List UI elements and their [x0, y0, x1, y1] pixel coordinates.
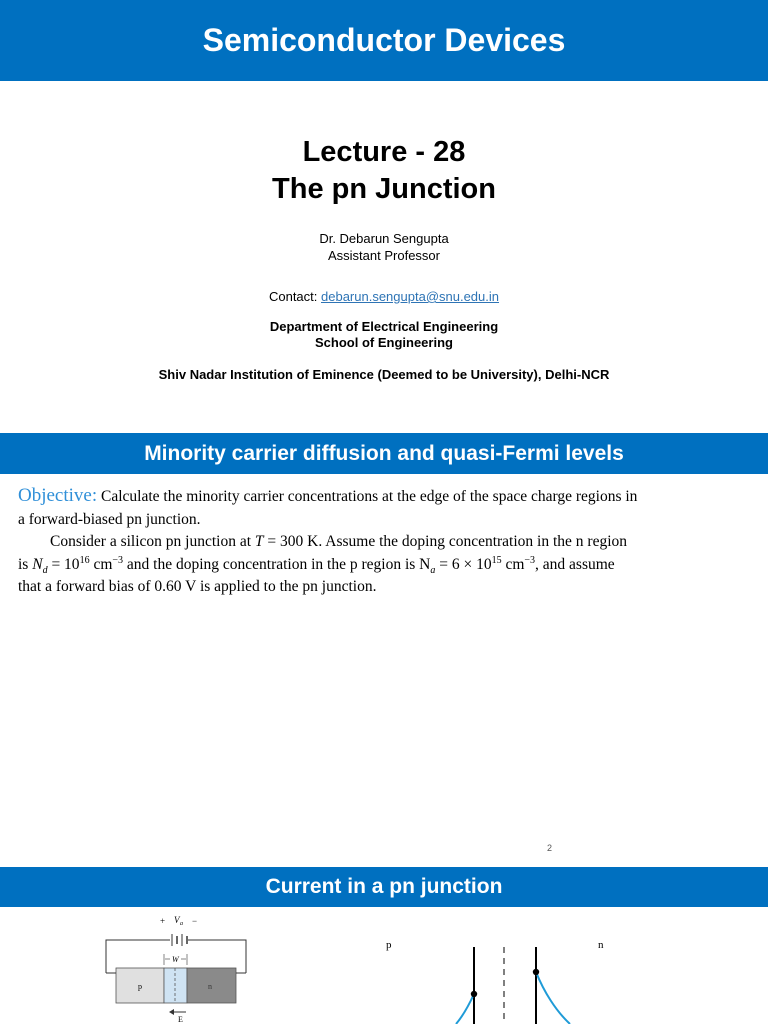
lecture-heading	[0, 134, 768, 208]
page-number: 2	[547, 843, 553, 853]
na-subscript: a	[430, 564, 436, 576]
pn-junction-figures	[0, 907, 768, 1024]
section-title-current: Current in a pn junction	[265, 875, 503, 898]
problem-text-e: = 6 × 10	[435, 555, 492, 573]
section-banner-minority	[0, 433, 768, 474]
author-name: Dr. Debarun Sengupta	[319, 231, 449, 246]
objective-text: Calculate the minority carrier concentrations at the edge of the space charge regions in a forward-biased pn junction.	[18, 488, 638, 528]
unit-cm-1: cm	[89, 555, 113, 573]
p-label: p	[138, 982, 142, 991]
lecture-number: Lecture - 28	[302, 136, 466, 168]
contact-label: Contact:	[268, 289, 321, 304]
objective-label: Objective:	[18, 485, 98, 506]
edge-point-p	[471, 991, 477, 997]
title-banner	[0, 0, 768, 81]
edge-point-n	[533, 969, 539, 975]
problem-text-f: , and assume that a forward bias of 0.60 V is applied to the pn junction.	[18, 555, 615, 595]
institution-name: Shiv Nadar Institution of Eminence (Deemed to be University), Delhi-NCR	[158, 367, 610, 382]
problem-paragraph	[18, 531, 638, 599]
problem-statement	[18, 485, 638, 599]
va-subscript: a	[180, 921, 183, 927]
plus-sign: +	[160, 916, 166, 926]
contact-line	[0, 288, 768, 305]
hole-profile-curve	[536, 972, 570, 1024]
problem-text-b: = 300 K. Assume the doping concentration in the n region is	[18, 533, 628, 573]
unit-cm-2: cm	[501, 555, 525, 573]
problem-text-d: and the doping concentration in the p region is N	[123, 555, 431, 573]
exp-neg3-2: −3	[524, 554, 536, 566]
author-position: Assistant Professor	[328, 248, 440, 263]
va-symbol: V	[174, 915, 180, 925]
section-banner-current	[0, 867, 768, 907]
exp-15: 15	[491, 554, 502, 566]
objective-paragraph	[18, 485, 638, 531]
department-name: Department of Electrical Engineering	[269, 319, 499, 334]
w-label: W	[172, 955, 179, 964]
course-title: Semiconductor Devices	[202, 22, 566, 58]
electron-profile-curve	[456, 994, 474, 1024]
problem-text-a: Consider a silicon pn junction at	[50, 533, 255, 550]
author-block	[0, 230, 768, 264]
section-title-minority: Minority carrier diffusion and quasi-Fermi levels	[144, 441, 624, 465]
lecture-topic: The pn Junction	[272, 173, 496, 205]
contact-email-link[interactable]: debarun.sengupta@snu.edu.in	[321, 289, 500, 304]
nd-subscript: d	[42, 564, 48, 576]
plot-n-label: n	[598, 939, 604, 951]
forward-bias-circuit	[106, 915, 246, 1024]
minus-sign: −	[192, 916, 198, 926]
exp-neg3-1: −3	[112, 554, 124, 566]
plot-p-label: p	[386, 939, 392, 951]
efield-arrowhead	[169, 1009, 174, 1015]
temperature-symbol: T	[254, 533, 264, 550]
exp-16: 16	[79, 554, 90, 566]
minority-carrier-plot	[386, 939, 604, 1024]
nd-symbol: N	[32, 555, 43, 573]
department-block	[0, 319, 768, 351]
efield-label: E	[178, 1015, 183, 1024]
space-charge-region	[164, 968, 187, 1003]
n-label: n	[208, 982, 212, 991]
problem-text-c: = 10	[47, 555, 80, 573]
school-name: School of Engineering	[315, 335, 453, 350]
